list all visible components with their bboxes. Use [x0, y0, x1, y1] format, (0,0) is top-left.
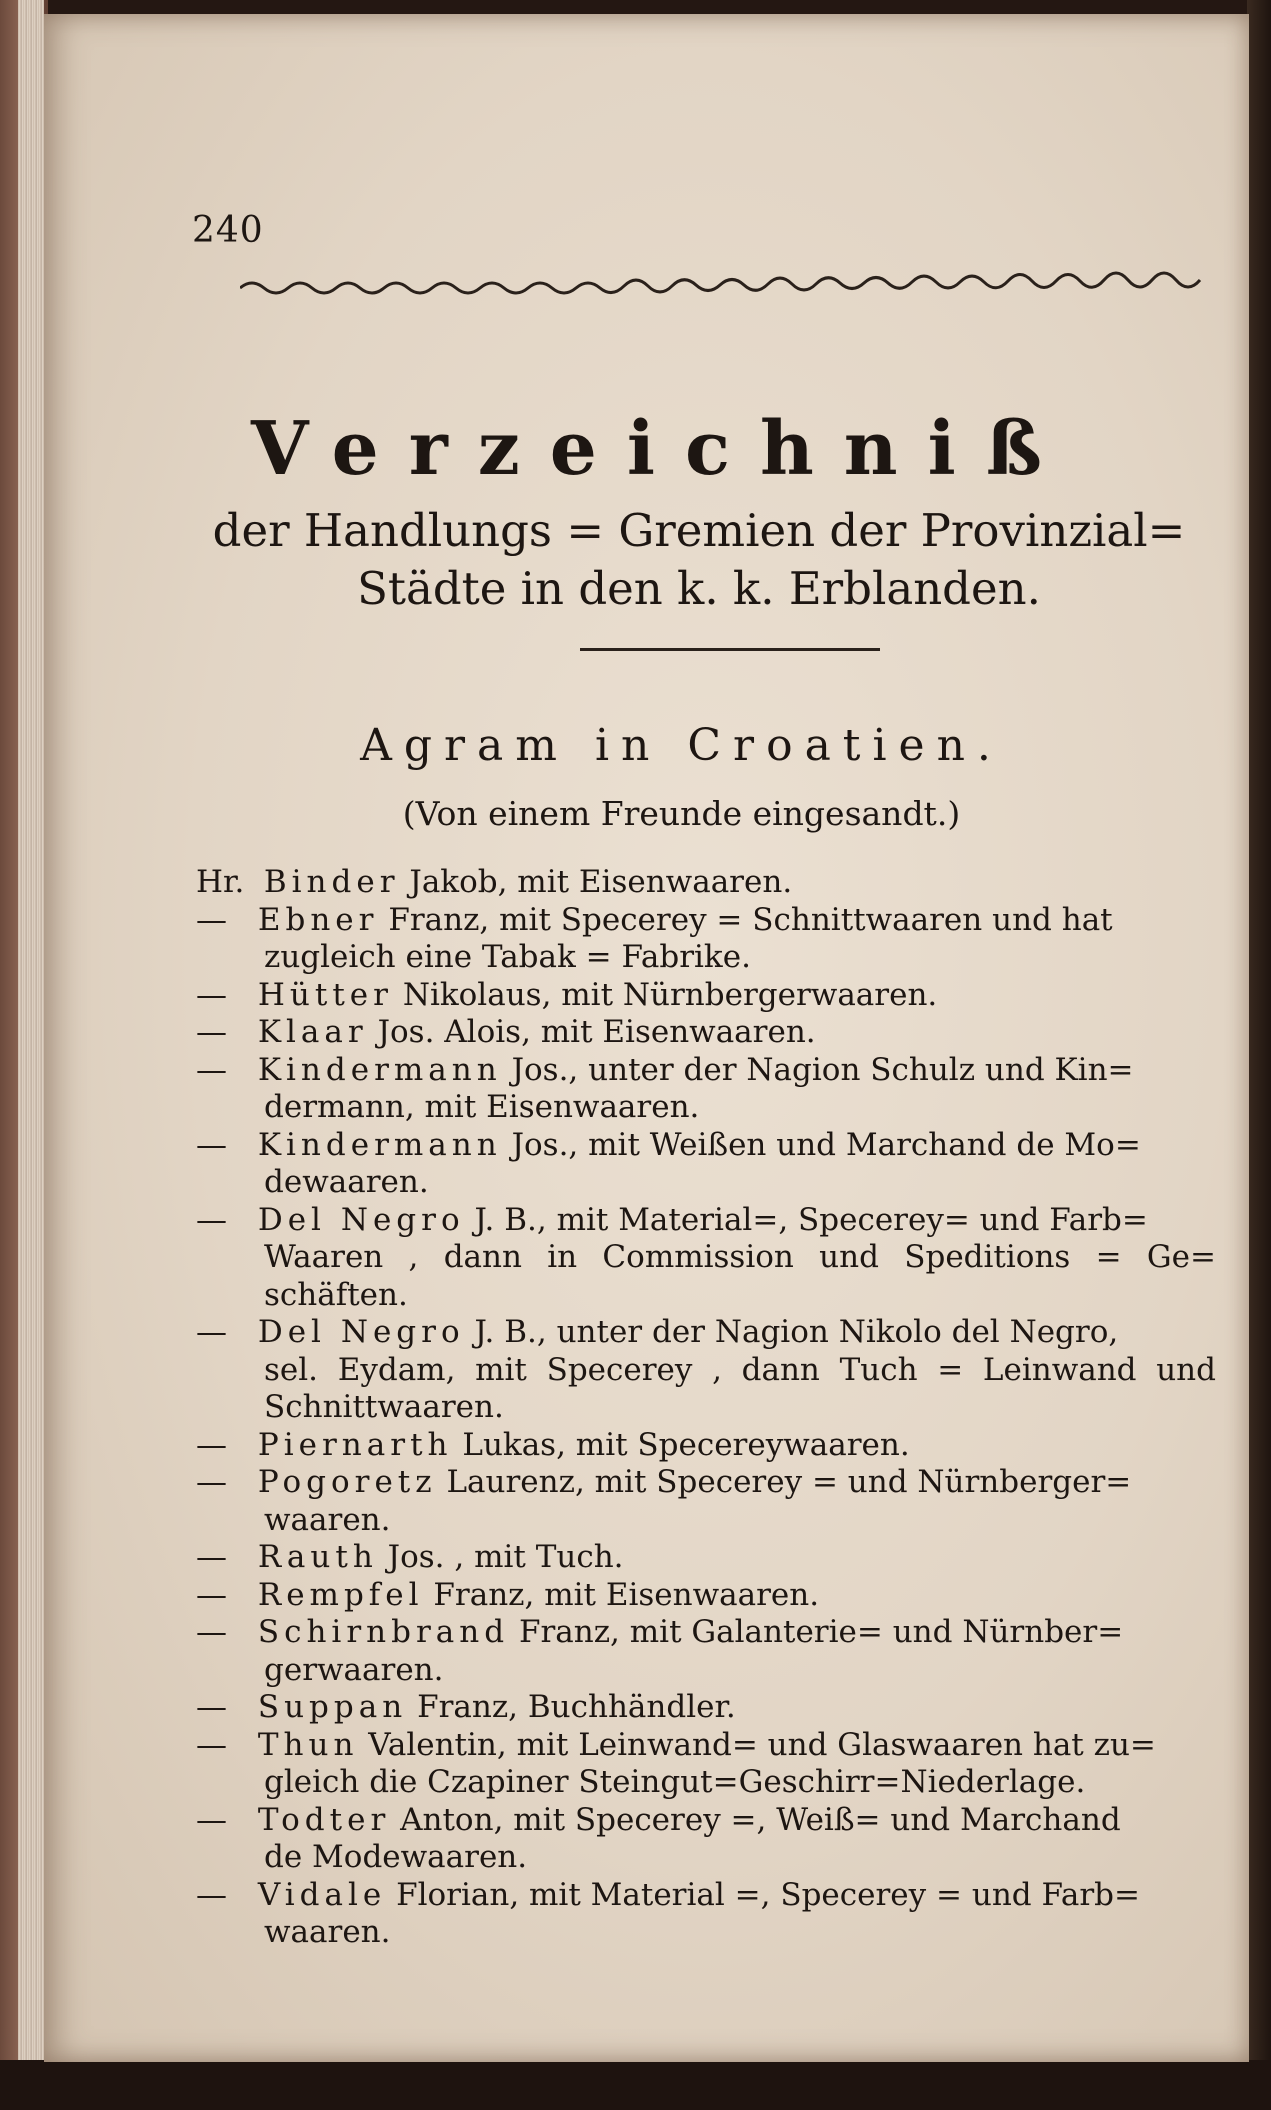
entry-text: Jakob, mit Eisenwaaren.: [409, 864, 793, 900]
entry-continuation: de Modewaaren.: [264, 1839, 528, 1875]
entry-continuation: waaren.: [264, 1914, 391, 1950]
section-heading: Agram in Croatien.: [360, 720, 1003, 771]
list-item: [196, 1877, 1216, 1952]
list-item: [196, 1727, 1216, 1802]
list-item: [196, 1614, 1216, 1689]
merchant-name: Suppan: [257, 1689, 408, 1725]
entry-text: J. B., mit Material=, Specerey= und Farb=: [474, 1201, 1148, 1238]
entry-continuation: gerwaaren.: [264, 1651, 444, 1688]
entry-prefix: —: [196, 1614, 227, 1650]
entry-continuation: dewaaren.: [264, 1164, 429, 1200]
entry-continuation: sel. Eydam, mit Specerey , dann Tuch = Leinwand und Schnittwaaren.: [264, 1351, 1216, 1425]
section-note: (Von einem Freunde eingesandt.): [402, 794, 961, 833]
merchant-list: [196, 864, 1216, 1952]
entry-prefix: —: [196, 1876, 227, 1913]
list-item: [196, 1539, 1216, 1577]
merchant-name: Rauth: [257, 1539, 378, 1575]
entry-text: Jos. , mit Tuch.: [387, 1539, 624, 1575]
merchant-name: Del Negro: [257, 1201, 465, 1238]
entry-prefix: —: [196, 1126, 227, 1163]
entry-text: J. B., unter der Nagion Nikolo del Negro,: [474, 1314, 1119, 1350]
merchant-name: Klaar: [257, 1014, 368, 1050]
entry-text: Jos., mit Weißen und Marchand de Mo=: [511, 1126, 1141, 1163]
entry-prefix: —: [196, 1464, 227, 1500]
page-sheet: [44, 14, 1249, 2062]
list-item: [196, 1689, 1216, 1727]
entry-text: Valentin, mit Leinwand= und Glaswaaren hat zu=: [368, 1726, 1156, 1763]
entry-continuation: gleich die Czapiner Steingut=Geschirr=Niederlage.: [264, 1764, 1086, 1800]
entry-continuation: Waaren , dann in Commission und Speditions = Ge= schäften.: [264, 1239, 1216, 1313]
list-item: [196, 1314, 1216, 1427]
entry-text: Jos., unter der Nagion Schulz und Kin=: [511, 1051, 1134, 1088]
book-cover-right: [1247, 0, 1271, 2110]
entry-prefix: —: [196, 1801, 227, 1838]
merchant-name: Del Negro: [257, 1314, 465, 1350]
merchant-name: Pogoretz: [257, 1464, 437, 1500]
entry-text: Franz, mit Galanterie= und Nürnber=: [518, 1614, 1124, 1650]
entry-prefix: —: [196, 901, 227, 938]
merchant-name: Kindermann: [257, 1126, 502, 1163]
list-item: [196, 902, 1216, 977]
merchant-name: Binder: [263, 864, 400, 900]
merchant-name: Piernarth: [257, 1426, 453, 1463]
merchant-name: Kindermann: [257, 1051, 502, 1088]
entry-text: Franz, Buchhändler.: [417, 1689, 736, 1725]
entry-prefix: —: [196, 1426, 227, 1463]
decorative-rule: [240, 270, 1210, 300]
page-title: Verzeichniß: [251, 406, 1072, 492]
entry-prefix: —: [196, 1576, 227, 1613]
entry-prefix: —: [196, 1201, 227, 1238]
list-item: [196, 1464, 1216, 1539]
list-item: [196, 864, 1216, 902]
merchant-name: Hütter: [257, 976, 393, 1013]
entry-text: Franz, mit Specerey = Schnittwaaren und hat: [388, 901, 1113, 938]
list-item: [196, 1202, 1216, 1315]
list-item: [196, 1427, 1216, 1465]
page-number: 240: [192, 210, 264, 251]
entry-text: Lukas, mit Specereywaaren.: [462, 1426, 910, 1463]
entry-text: Anton, mit Specerey =, Weiß= und Marchand: [400, 1801, 1121, 1838]
entry-prefix: —: [196, 1014, 227, 1050]
entry-prefix: —: [196, 1726, 227, 1763]
subtitle: [194, 502, 1204, 618]
entry-continuation: waaren.: [264, 1501, 391, 1538]
entry-continuation: zugleich eine Tabak = Fabrike.: [264, 939, 751, 975]
entry-text: Franz, mit Eisenwaaren.: [433, 1576, 820, 1613]
page-edges: [18, 0, 44, 2110]
entry-text: Laurenz, mit Specerey = und Nürnberger=: [446, 1464, 1132, 1500]
merchant-name: Schirnbrand: [257, 1614, 510, 1650]
merchant-name: Thun: [257, 1726, 359, 1763]
entry-text: Nikolaus, mit Nürnbergerwaaren.: [402, 976, 938, 1013]
list-item: [196, 977, 1216, 1015]
list-item: [196, 1014, 1216, 1052]
merchant-name: Todter: [257, 1801, 391, 1838]
merchant-name: Vidale: [257, 1876, 387, 1913]
entry-text: Florian, mit Material =, Specerey = und Farb=: [396, 1876, 1141, 1913]
divider-line: [580, 648, 880, 651]
entry-prefix: —: [196, 1539, 227, 1575]
entry-prefix: Hr.: [196, 864, 245, 900]
list-item: [196, 1052, 1216, 1127]
entry-prefix: —: [196, 1314, 227, 1350]
merchant-name: Ebner: [257, 901, 379, 938]
book-cover-bottom: [0, 2060, 1271, 2110]
entry-continuation: dermann, mit Eisenwaaren.: [264, 1089, 700, 1125]
entry-text: Jos. Alois, mit Eisenwaaren.: [377, 1014, 816, 1050]
list-item: [196, 1802, 1216, 1877]
subtitle-line-1: der Handlungs = Gremien der Provinzial=: [212, 504, 1186, 557]
merchant-name: Rempfel: [257, 1576, 424, 1613]
list-item: [196, 1127, 1216, 1202]
subtitle-line-2: Städte in den k. k. Erblanden.: [357, 562, 1041, 615]
entry-prefix: —: [196, 1051, 227, 1088]
entry-prefix: —: [196, 976, 227, 1013]
entry-prefix: —: [196, 1689, 227, 1725]
list-item: [196, 1577, 1216, 1615]
